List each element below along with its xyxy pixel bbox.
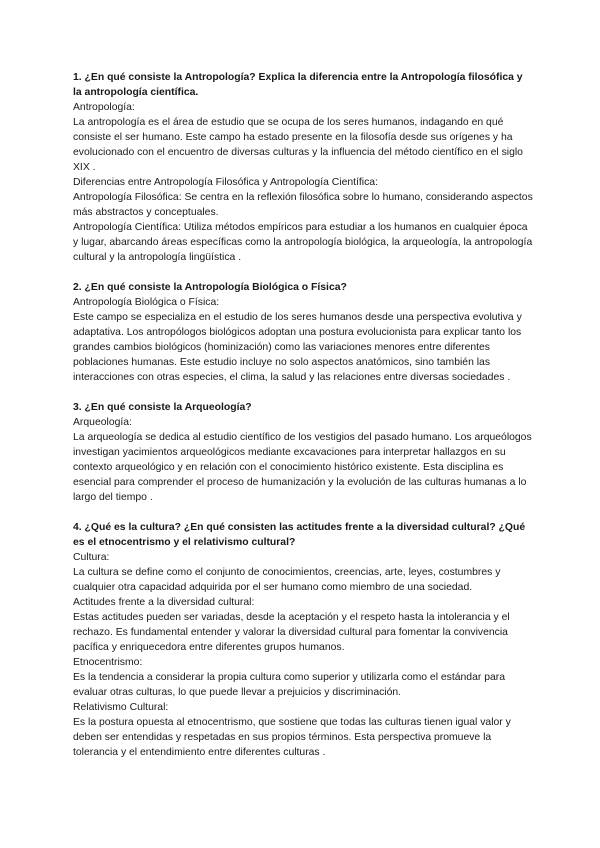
section-question: 4. ¿Qué es la cultura? ¿En qué consisten las actitudes frente a la diversidad cultural? ¿Qué es el etnocentrismo y el relativismo cultural? bbox=[73, 522, 526, 548]
section-paragraph: Este campo se especializa en el estudio de los seres humanos desde una perspectiva evolutiva y adaptativa. Los antropólogos biológicos adoptan una postura evolucionista para explicar tanto los grandes cambios biológicos (hominización) como las variaciones menores entre diferentes poblaciones humanas. Este estudio incluye no solo aspectos anatómicos, sino también las interacciones con otras especies, el clima, la salud y las relaciones entre diversas sociedades . bbox=[73, 312, 522, 383]
section-paragraph: La arqueología se dedica al estudio científico de los vestigios del pasado humano. Los arqueólogos investigan yacimientos arqueológicos mediante excavaciones para interpretar hallazgos en su contexto arqueológico y en relación con el conocimiento histórico existente. Esta disciplina es esencial para comprender el proceso de humanización y la evolución de las culturas humanas a lo largo del tiempo . bbox=[73, 432, 532, 503]
section-label: Arqueología: bbox=[73, 417, 132, 428]
section-paragraph: Es la tendencia a considerar la propia cultura como superior y utilizarla como el estándar para evaluar otras culturas, lo que puede llevar a prejuicios y discriminación. bbox=[73, 672, 506, 698]
section-1 bbox=[73, 70, 533, 265]
document-page bbox=[73, 70, 533, 775]
section-label: Etnocentrismo: bbox=[73, 657, 143, 668]
section-label: Antropología: bbox=[73, 102, 135, 113]
section-question: 1. ¿En qué consiste la Antropología? Explica la diferencia entre la Antropología filosófica y la antropología científica. bbox=[73, 72, 523, 98]
section-paragraph: La antropología es el área de estudio que se ocupa de los seres humanos, indagando en qué consiste el ser humano. Este campo ha estado presente en la filosofía desde sus orígenes y ha evolucionado con el encuentro de diversas culturas y la influencia del método científico en el siglo XIX . bbox=[73, 117, 523, 173]
section-paragraph: Antropología Filosófica: Se centra en la reflexión filosófica sobre lo humano, considerando aspectos más abstractos y conceptuales. bbox=[73, 192, 533, 218]
section-question: 2. ¿En qué consiste la Antropología Biológica o Física? bbox=[73, 282, 347, 293]
section-paragraph: La cultura se define como el conjunto de conocimientos, creencias, arte, leyes, costumbres y cualquier otra capacidad adquirida por el ser humano como miembro de una sociedad. bbox=[73, 567, 501, 593]
section-2 bbox=[73, 280, 533, 385]
section-label: Actitudes frente a la diversidad cultural: bbox=[73, 597, 255, 608]
section-label: Relativismo Cultural: bbox=[73, 702, 169, 713]
section-paragraph: Estas actitudes pueden ser variadas, desde la aceptación y el respeto hasta la intolerancia y el rechazo. Es fundamental entender y valorar la diversidad cultural para fomentar la convivencia pacífica y enriquecedora entre diferentes grupos humanos. bbox=[73, 612, 510, 653]
section-3 bbox=[73, 400, 533, 505]
section-question: 3. ¿En qué consiste la Arqueología? bbox=[73, 402, 252, 413]
section-paragraph: Antropología Científica: Utiliza métodos empíricos para estudiar a los humanos en cualquier época y lugar, abarcando áreas específicas como la antropología biológica, la arqueología, la antropología cultural y la antropología lingüística . bbox=[73, 222, 533, 263]
section-label: Antropología Biológica o Física: bbox=[73, 297, 220, 308]
section-label: Diferencias entre Antropología Filosófica y Antropología Científica: bbox=[73, 177, 378, 188]
section-paragraph: Es la postura opuesta al etnocentrismo, que sostiene que todas las culturas tienen igual valor y deben ser entendidas y respetadas en sus propios términos. Esta perspectiva promueve la tolerancia y el entendimiento entre diferentes culturas . bbox=[73, 717, 511, 758]
section-label: Cultura: bbox=[73, 552, 110, 563]
section-4 bbox=[73, 520, 533, 760]
